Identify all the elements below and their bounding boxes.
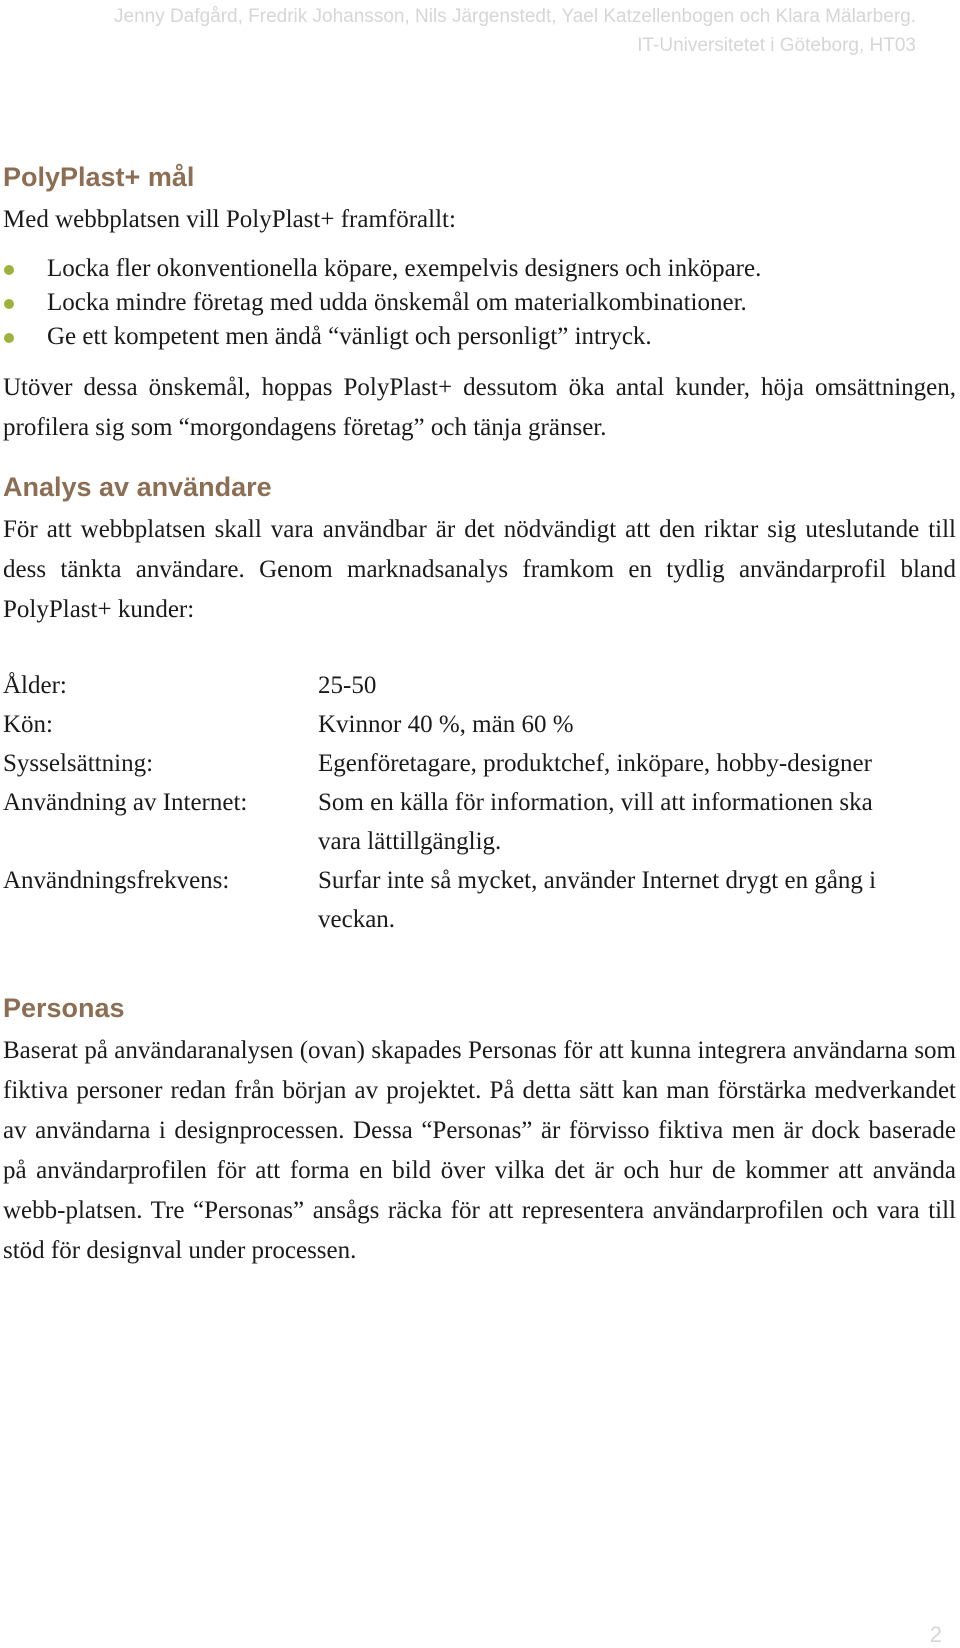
profile-value: Som en källa för information, vill att informationen ska vara lättillgänglig. bbox=[318, 789, 873, 855]
bullet-icon bbox=[4, 333, 14, 343]
list-item bbox=[3, 252, 956, 286]
page-number: 2 bbox=[929, 1622, 942, 1647]
goals-intro: Med webbplatsen vill PolyPlast+ framförallt: bbox=[3, 206, 456, 233]
list-item-text: Locka fler okonventionella köpare, exempelvis designers och inköpare. bbox=[47, 255, 762, 282]
header-institution: IT-Universitetet i Göteborg, HT03 bbox=[637, 35, 916, 56]
profile-row bbox=[3, 705, 956, 744]
profile-label: Sysselsättning: bbox=[3, 750, 154, 777]
profile-value: Surfar inte så mycket, använder Internet drygt en gång i veckan. bbox=[318, 867, 877, 933]
goals-section bbox=[3, 160, 956, 448]
profile-label: Användning av Internet: bbox=[3, 789, 248, 816]
bullet-icon bbox=[4, 265, 14, 275]
main-content bbox=[3, 160, 956, 1271]
profile-label: Användningsfrekvens: bbox=[3, 867, 230, 894]
bullet-icon bbox=[4, 299, 14, 309]
analysis-text: För att webbplatsen skall vara användbar är det nödvändigt att den riktar sig uteslutande till dess tänkta användare. Genom marknadsanalys framkom en tydlig användarprofil bland PolyPlast+ kunder: bbox=[3, 516, 956, 623]
goals-heading: PolyPlast+ mål bbox=[3, 162, 195, 192]
personas-text: Baserat på användaranalysen (ovan) skapades Personas för att kunna integrera användarna som fiktiva personer redan från början av projektet. På detta sätt kan man förstärka medverkandet av användarna i designprocessen. Dessa “Personas” är förvisso fiktiva men är dock baserade på användarprofilen för att forma en bild över vilka det är och hur de kommer att använda webb-platsen. Tre “Personas” ansågs räcka för att representera användarprofilen och vara till stöd för designval under processen. bbox=[3, 1037, 956, 1264]
user-profile-table bbox=[3, 666, 956, 939]
profile-row bbox=[3, 666, 956, 705]
profile-label: Ålder: bbox=[3, 672, 67, 699]
list-item bbox=[3, 286, 956, 320]
profile-value: Kvinnor 40 %, män 60 % bbox=[318, 711, 574, 738]
profile-row bbox=[3, 744, 956, 783]
header-authors: Jenny Dafgård, Fredrik Johansson, Nils Järgenstedt, Yael Katzellenbogen och Klara Mälarberg. bbox=[114, 6, 916, 27]
goals-list bbox=[3, 252, 956, 354]
analysis-heading: Analys av användare bbox=[3, 472, 272, 502]
personas-heading: Personas bbox=[3, 993, 125, 1023]
list-item bbox=[3, 320, 956, 354]
profile-row bbox=[3, 783, 956, 861]
profile-label: Kön: bbox=[3, 711, 53, 738]
goals-outro: Utöver dessa önskemål, hoppas PolyPlast+ dessutom öka antal kunder, höja omsättningen, profilera sig som “morgondagens företag” och tänja gränser. bbox=[3, 374, 956, 441]
personas-section bbox=[3, 991, 956, 1271]
running-header bbox=[114, 2, 916, 60]
list-item-text: Ge ett kompetent men ändå “vänligt och personligt” intryck. bbox=[47, 323, 652, 350]
list-item-text: Locka mindre företag med udda önskemål om materialkombinationer. bbox=[47, 289, 747, 316]
profile-value: 25-50 bbox=[318, 672, 377, 699]
profile-row bbox=[3, 861, 956, 939]
analysis-section bbox=[3, 470, 956, 939]
profile-value: Egenföretagare, produktchef, inköpare, hobby-designer bbox=[318, 750, 872, 777]
